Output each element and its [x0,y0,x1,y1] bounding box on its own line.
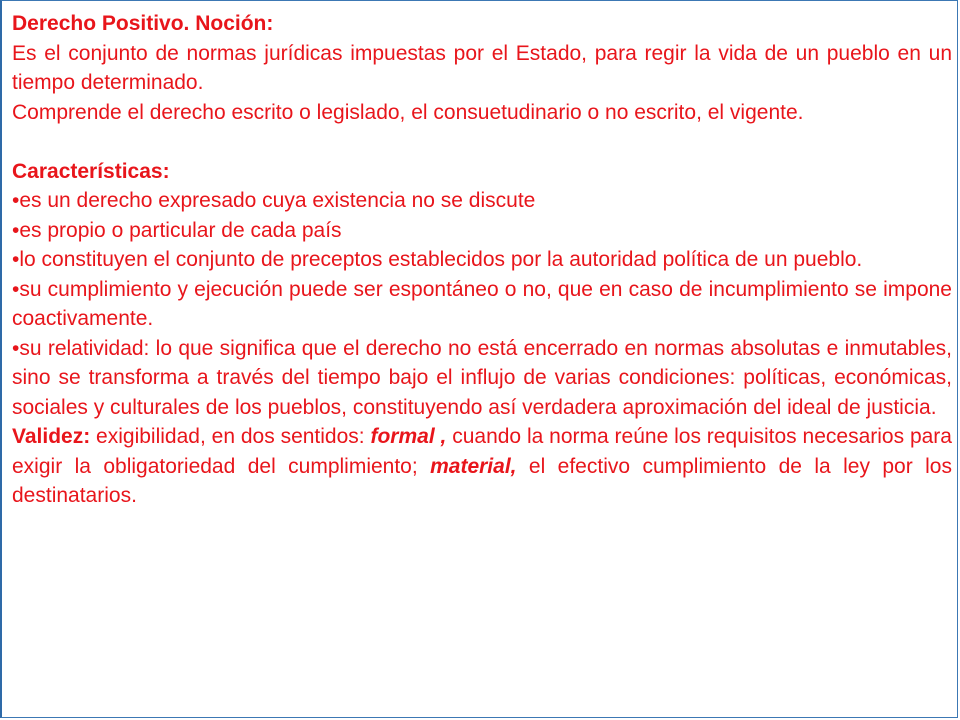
paragraph-definition: Es el conjunto de normas jurídicas impuestas por el Estado, para regir la vida de un pueblo en un tiempo determinado. [12,41,952,94]
validez-text-2: cuando la norma reúne los requisitos necesarios para exigir la obligatoriedad del cumplimiento; [12,425,952,478]
section-heading-derecho-positivo: Derecho Positivo. Noción: [12,12,274,35]
validez-material: material, [430,454,517,478]
blank-line [12,127,952,157]
validez-text-1: exigibilidad, en dos sentidos: [90,425,371,448]
paragraph-comprende: Comprende el derecho escrito o legislado, el consuetudinario o no escrito, el vigente. [12,100,804,124]
paragraph-validez [12,422,952,511]
validez-formal: formal , [370,425,447,448]
bullet-item: •su relatividad: lo que significa que el derecho no está encerrado en normas absolutas e inmutables, sino se transforma a través del tiempo bajo el influjo de varias condiciones: políticas, económicas, sociales y culturales de los pueblos, constituyendo así verdadera aproximación del ideal de justicia. [12,336,952,419]
section-heading-caracteristicas: Características: [12,159,170,183]
validez-label: Validez: [12,425,91,448]
validez-text-3: el efectivo cumplimiento de la ley por los destinatarios. [12,454,952,507]
bullet-item: •es propio o particular de cada país [12,218,342,242]
slide-content [12,9,952,511]
bullet-item: •es un derecho expresado cuya existencia no se discute [12,189,536,212]
bullet-item: •lo constituyen el conjunto de preceptos establecidos por la autoridad política de un pueblo. [12,248,863,271]
bullet-item: •su cumplimiento y ejecución puede ser espontáneo o no, que en caso de incumplimiento se impone coactivamente. [12,277,952,330]
